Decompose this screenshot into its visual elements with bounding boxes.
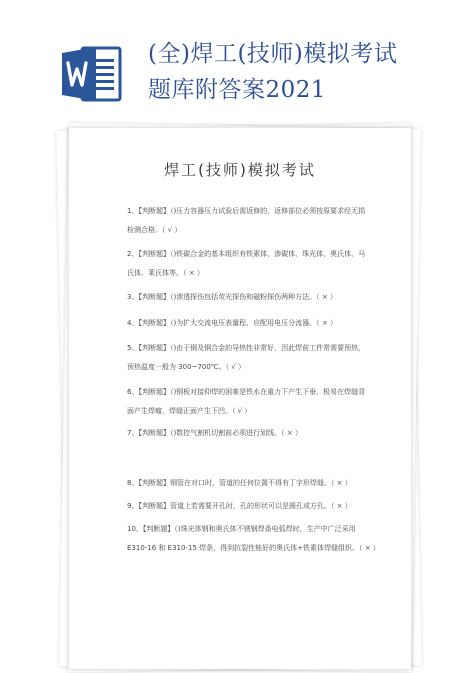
page-title (148, 36, 458, 108)
question-text: 7、【判断题】（)数控气割机切割前必须进行划线。（ × ） (127, 429, 302, 437)
question-text: 4、【判断题】（)为扩大交流电压表量程，应配用电压分流器。（ × ） (127, 319, 337, 327)
question-item (127, 245, 382, 283)
question-text: 10、【判断题】（)珠光体钢和奥氏体不锈钢焊条电弧焊时，生产中广泛采用 (127, 525, 356, 533)
question-item (127, 474, 382, 493)
question-item (127, 314, 382, 333)
question-item (127, 424, 382, 443)
question-text: 9、【判断题】管道上若需要开孔时，孔的形状可以是圆孔或方孔。（ × ） (127, 502, 352, 510)
question-item (127, 288, 382, 307)
question-text: 1、【判断题】（)压力容器压力试验后需返修的，返修部位必须按原要求经无损 (127, 207, 366, 215)
question-text: 2、【判断题】（)铁碳合金的基本组织有铁素体、渗碳体、珠光体、奥氏体、马 (127, 250, 366, 258)
page-title-line-1: (全)焊工(技师)模拟考试 (148, 41, 398, 67)
question-text: 氏体、莱氏体等。（ × ） (127, 269, 204, 277)
question-text: 3、【判断题】（)渗透探伤包括荧光探伤和磁粉探伤两种方法。（ × ） (127, 293, 337, 301)
question-text: 面产生焊瘤，焊缝正面产生下凹。（ √ ） (127, 407, 252, 415)
question-item (127, 520, 382, 558)
question-text: 5、【判断题】（)由于铜及铜合金的导热性非常好，因此焊前工件常需要预热， (127, 344, 366, 352)
page-title-line-2: 题库附答案2021 (148, 77, 327, 103)
question-text: 检测合格。（ √ ） (127, 226, 182, 234)
question-item (127, 383, 382, 421)
question-text: 8、【判断题】钢管在对口时，管道的任何位置不得有丁字形焊缝。（ × ） (127, 479, 352, 487)
question-item (127, 497, 382, 516)
question-text: 6、【判断题】（)钢板对接仰焊的困难是铁水在重力下产生下垂，极易在焊缝背 (127, 388, 366, 396)
word-document-icon (60, 42, 124, 106)
question-text: 预热温度一般为 300~700℃。（ √ ） (127, 363, 246, 371)
question-item (127, 339, 382, 377)
document-page (69, 128, 411, 669)
document-title: 焊工(技师)模拟考试 (164, 161, 316, 179)
question-text: E310-16 和 E310-15 焊条，得到抗裂性能好的奥氏体+铁素体焊缝组织。（ × ） (127, 544, 380, 552)
question-item (127, 202, 382, 240)
